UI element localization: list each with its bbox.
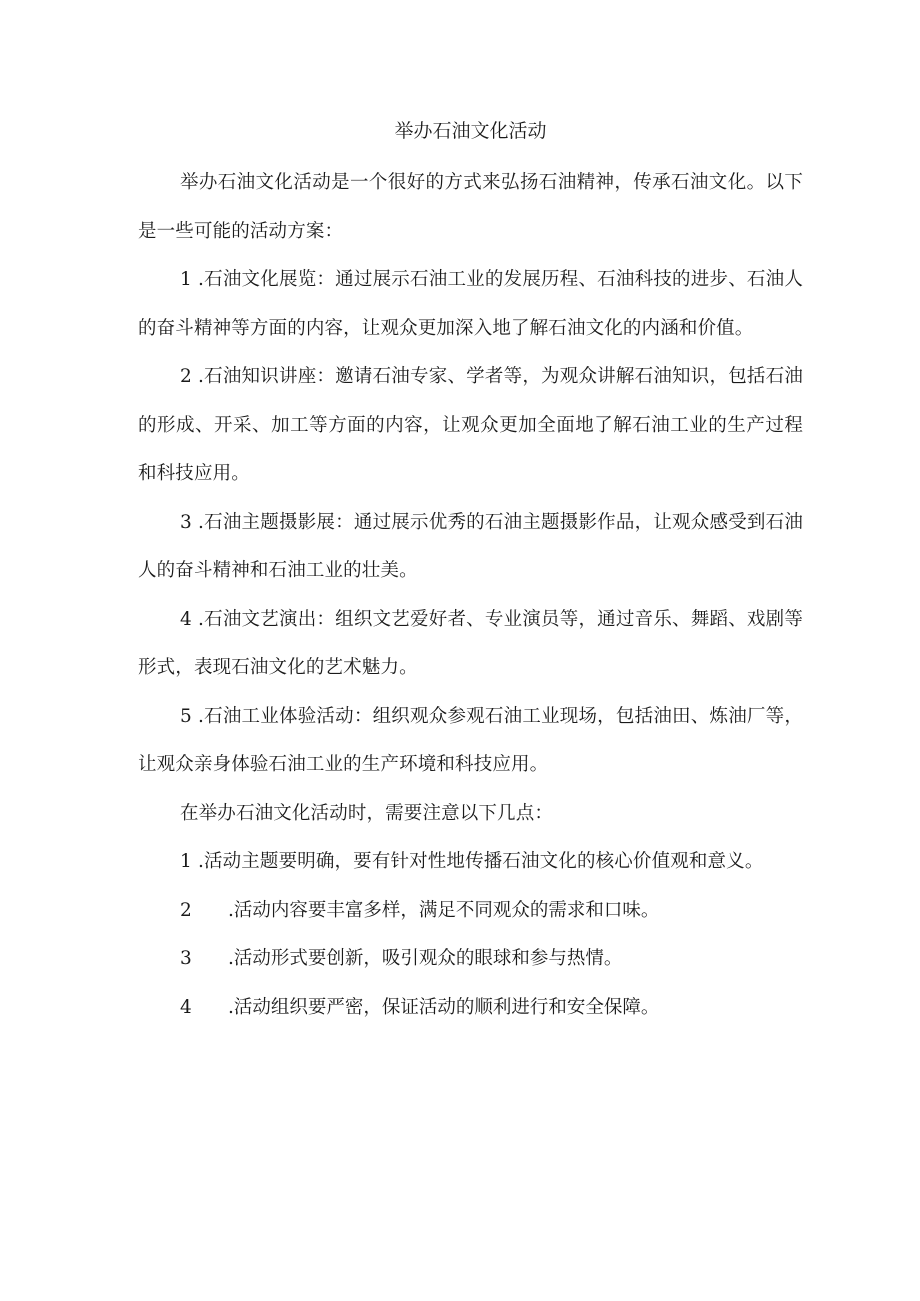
intro-paragraph: 举办石油文化活动是一个很好的方式来弘扬石油精神，传承石油文化。以下是一些可能的活动方案： xyxy=(138,172,803,242)
activity-number: 2 xyxy=(180,366,192,387)
note-item-2 xyxy=(138,887,803,936)
activity-number: 3 xyxy=(180,511,192,533)
note-item-3 xyxy=(138,935,803,984)
note-number: 1 xyxy=(180,851,192,872)
activity-text: .石油文化展览：通过展示石油工业的发展历程、石油科技的进步、石油人的奋斗精神等方面的内容，让观众更加深入地了解石油文化的内涵和价值。 xyxy=(138,269,804,339)
document-title: 举办石油文化活动 xyxy=(394,120,547,142)
activity-text: .石油知识讲座：邀请石油专家、学者等，为观众讲解石油知识，包括石油的形成、开采、加工等方面的内容，让观众更加全面地了解石油工业的生产过程和科技应用。 xyxy=(138,366,804,484)
note-item-1 xyxy=(138,838,803,887)
activity-item-5 xyxy=(138,693,803,790)
activity-text: .石油文艺演出：组织文艺爱好者、专业演员等，通过音乐、舞蹈、戏剧等形式，表现石油文化的艺术魅力。 xyxy=(138,608,804,678)
activity-item-2 xyxy=(138,353,803,499)
note-number: 4 xyxy=(180,996,192,1018)
note-number: 3 xyxy=(180,948,192,969)
notes-intro-paragraph: 在举办石油文化活动时，需要注意以下几点： xyxy=(180,802,554,824)
activity-text: .石油工业体验活动：组织观众参观石油工业现场，包括油田、炼油厂等，让观众亲身体验石油工业的生产环境和科技应用。 xyxy=(138,705,804,775)
activity-text: .石油主题摄影展：通过展示优秀的石油主题摄影作品，让观众感受到石油人的奋斗精神和石油工业的壮美。 xyxy=(138,511,804,581)
activity-number: 4 xyxy=(180,608,192,630)
note-text: .活动内容要丰富多样，满足不同观众的需求和口味。 xyxy=(228,899,660,921)
note-text: .活动组织要严密，保证活动的顺利进行和安全保障。 xyxy=(228,996,660,1018)
activity-item-1 xyxy=(138,256,803,353)
document-page xyxy=(138,112,803,1032)
note-text: .活动形式要创新，吸引观众的眼球和参与热情。 xyxy=(228,948,623,969)
note-number: 2 xyxy=(180,899,192,921)
activity-number: 1 xyxy=(180,269,192,290)
note-text: .活动主题要明确，要有针对性地传播石油文化的核心价值观和意义。 xyxy=(197,851,764,872)
activity-item-3 xyxy=(138,499,803,596)
activity-item-4 xyxy=(138,596,803,693)
activity-number: 5 xyxy=(180,705,192,727)
note-item-4 xyxy=(138,984,803,1033)
